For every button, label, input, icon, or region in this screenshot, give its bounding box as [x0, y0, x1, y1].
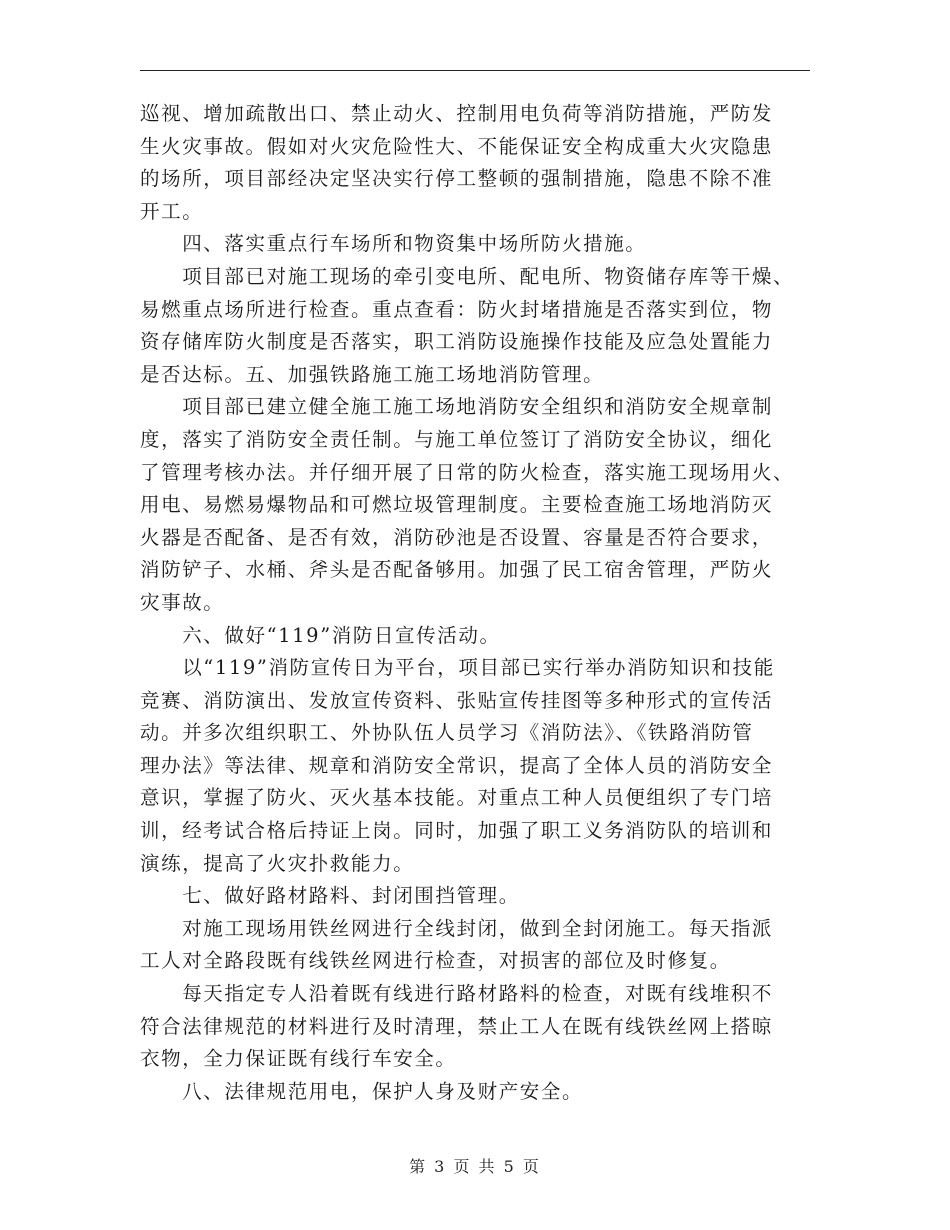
- text-line: 训，经考试合格后持证上岗。同时，加强了职工义务消防队的培训和: [140, 819, 774, 843]
- text-line: 的场所，项目部经决定坚决实行停工整顿的强制措施，隐患不除不准: [140, 167, 774, 191]
- text-line: 对施工现场用铁丝网进行全线封闭，做到全封闭施工。每天指派: [140, 916, 774, 940]
- section-heading: 八、法律规范用电，保护人身及财产安全。: [140, 1079, 584, 1103]
- section-heading: 七、做好路材路料、封闭围挡管理。: [140, 884, 520, 908]
- text-line: 灾事故。: [140, 590, 225, 614]
- text-line: 动。并多次组织职工、外协队伍人员学习《消防法》、《铁路消防管: [140, 721, 754, 745]
- text-line: 开工。: [140, 199, 204, 223]
- text-line: 意识，掌握了防火、灭火基本技能。对重点工种人员便组织了专门培: [140, 786, 774, 810]
- text-line: 巡视、增加疏散出口、禁止动火、控制用电负荷等消防措施，严防发: [140, 102, 774, 125]
- text-line: 工人对全路段既有线铁丝网进行检查，对损害的部位及时修复。: [140, 949, 731, 973]
- text-line: 度，落实了消防安全责任制。与施工单位签订了消防安全协议，细化: [140, 427, 774, 451]
- text-line: 易燃重点场所进行检查。重点查看：防火封堵措施是否落实到位，物: [140, 297, 774, 321]
- text-line: 竞赛、消防演出、发放宣传资料、张贴宣传挂图等多种形式的宣传活: [140, 688, 774, 712]
- text-line: 了管理考核办法。并仔细开展了日常的防火检查，落实施工现场用火、: [140, 460, 795, 484]
- text-line: 衣物，全力保证既有线行车安全。: [140, 1047, 457, 1071]
- text-line: 生火灾事故。假如对火灾危险性大、不能保证安全构成重大火灾隐患: [140, 134, 774, 158]
- text-line: 是否达标。五、加强铁路施工施工场地消防管理。: [140, 362, 605, 386]
- section-heading: 四、落实重点行车场所和物资集中场所防火措施。: [140, 232, 647, 256]
- text-line: 消防铲子、水桶、斧头是否配备够用。加强了民工宿舍管理，严防火: [140, 558, 774, 582]
- text-line: 每天指定专人沿着既有线进行路材路料的检查，对既有线堆积不: [140, 982, 774, 1006]
- text-line: 资存储库防火制度是否落实，职工消防设施操作技能及应急处置能力: [140, 330, 774, 354]
- text-line: 火器是否配备、是否有效，消防砂池是否设置、容量是否符合要求，: [140, 525, 774, 549]
- text-line: 理办法》等法律、规章和消防安全常识，提高了全体人员的消防安全: [140, 753, 774, 777]
- text-line: 以“119”消防宣传日为平台，项目部已实行举办消防知识和技能: [140, 656, 775, 680]
- document-body: [140, 98, 810, 1108]
- text-line: 用电、易燃易爆物品和可燃垃圾管理制度。主要检查施工场地消防灭: [140, 493, 774, 517]
- section-heading: 六、做好“119”消防日宣传活动。: [140, 623, 501, 647]
- text-line: 项目部已建立健全施工施工场地消防安全组织和消防安全规章制: [140, 395, 774, 419]
- text-line: 演练，提高了火灾扑救能力。: [140, 851, 415, 875]
- text-line: 项目部已对施工现场的牵引变电所、配电所、物资储存库等干燥、: [140, 264, 795, 288]
- header-rule: [140, 70, 810, 71]
- text-line: 符合法律规范的材料进行及时清理，禁止工人在既有线铁丝网上搭晾: [140, 1014, 774, 1038]
- page-number-footer: 第 3 页 共 5 页: [409, 1157, 541, 1176]
